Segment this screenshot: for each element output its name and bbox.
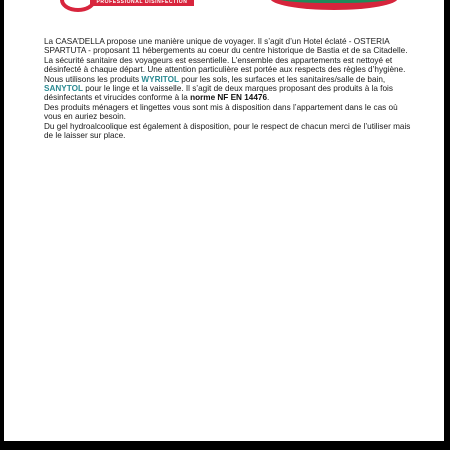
- logo-green-band: [270, 0, 398, 3]
- paragraph-supplies: Des produits ménagers et lingettes vous sont mis à disposition dans l’appartement dans le cas où vous en auriez besoin.: [44, 102, 398, 122]
- products-text-end: .: [267, 93, 270, 103]
- document-body: [44, 37, 414, 140]
- products-text-pre: Nous utilisons les produits: [44, 74, 142, 84]
- brand-sanytol: SANYTOL: [44, 84, 83, 94]
- paragraph-safety: La sécurité sanitaire des voyageurs est essentielle. L’ensemble des appartements est nettoyé et désinfecté à chaque départ. Une attention particulière est portée aux respects des règles d’hygiène.: [44, 55, 406, 75]
- logo-tagline: PROFESSIONAL DISINFECTION: [90, 0, 194, 6]
- paragraph-gel: Du gel hydroalcoolique est également à disposition, pour le respect de chacun merci de l’utiliser mais de le laisser sur place.: [44, 121, 411, 141]
- document-page: [4, 0, 444, 441]
- products-text-mid: pour les sols, les surfaces et les sanitaires/salle de bain,: [179, 74, 386, 84]
- paragraph-products: [44, 75, 414, 103]
- products-text-post: pour le linge et la vaisselle. Il s’agit de deux marques proposant des produits à la fois désinfectants et virucides conforme à la: [44, 84, 393, 103]
- norm-reference: norme NF EN 14476: [190, 93, 267, 103]
- sanytol-logo: [74, 0, 194, 10]
- brand-wyritol: WYRITOL: [141, 74, 179, 84]
- wyritol-logo: [270, 0, 398, 10]
- paragraph-intro: La CASA’DELLA propose une manière unique de voyager. Il s’agit d’un Hotel éclaté - OSTERIA SPARTUTA - proposant 11 hébergements au coeur du centre historique de Bastia et de sa Citadelle.: [44, 37, 408, 56]
